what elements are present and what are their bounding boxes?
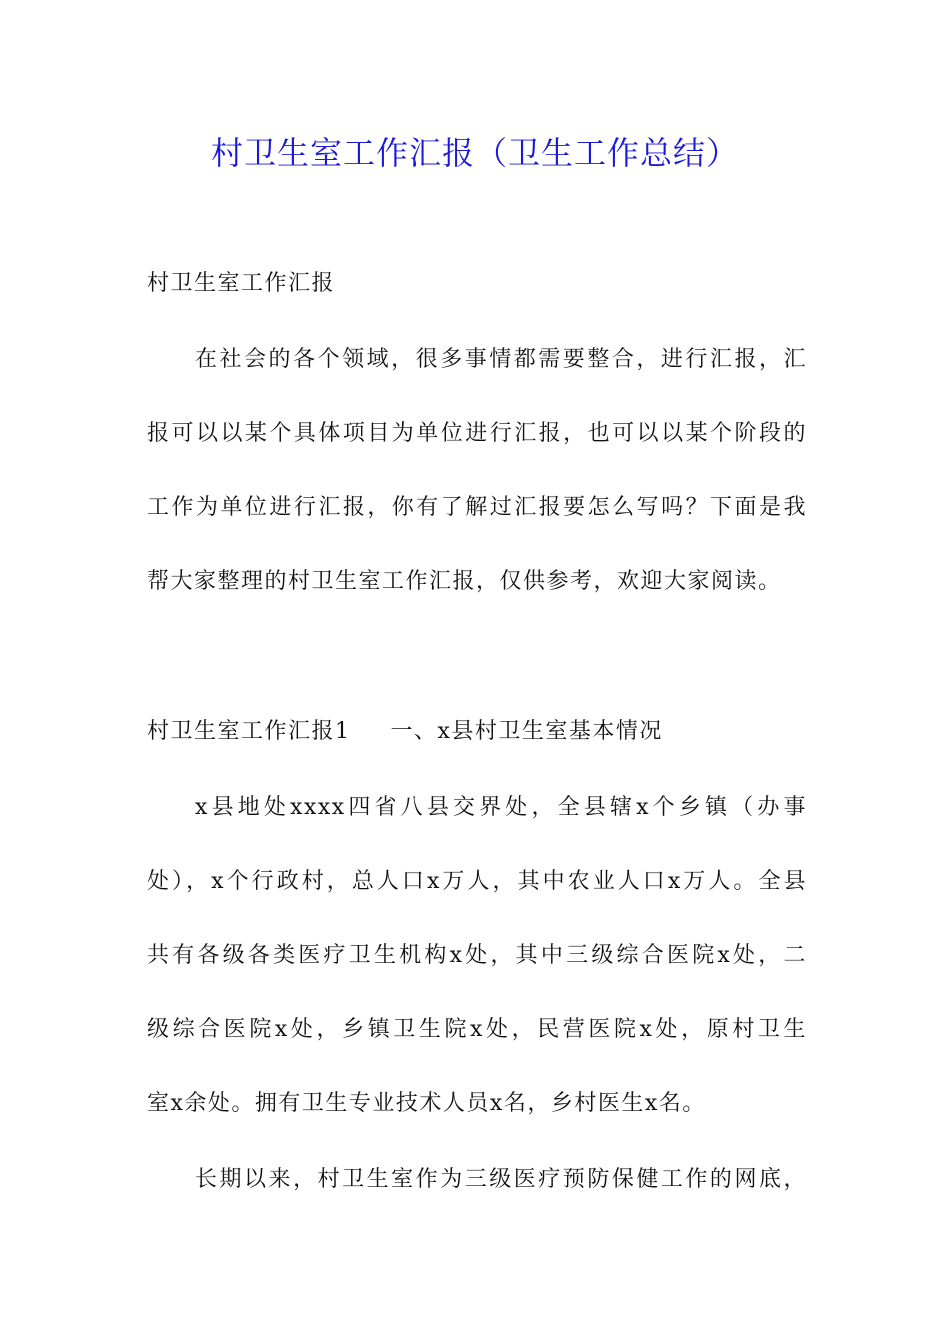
subtitle: 村卫生室工作汇报: [147, 271, 336, 296]
intro-line-3: 工作为单位进行汇报，你有了解过汇报要怎么写吗？下面是我: [147, 495, 807, 520]
para2-line-1: 长期以来，村卫生室作为三级医疗预防保健工作的网底，: [195, 1167, 807, 1192]
section-label: 村卫生室工作汇报1: [147, 719, 351, 744]
section-heading: 一、x县村卫生室基本情况: [390, 719, 663, 744]
para1-line-2: 处），x个行政村，总人口x万人，其中农业人口x万人。全县: [147, 869, 807, 894]
intro-line-1: 在社会的各个领域，很多事情都需要整合，进行汇报，汇: [195, 347, 807, 372]
intro-line-2: 报可以以某个具体项目为单位进行汇报，也可以以某个阶段的: [147, 421, 807, 446]
document-title: 村卫生室工作汇报（卫生工作总结）: [210, 134, 739, 172]
para1-line-3: 共有各级各类医疗卫生机构x处，其中三级综合医院x处，二: [147, 943, 807, 968]
para1-line-5: 室x余处。拥有卫生专业技术人员x名，乡村医生x名。: [147, 1091, 706, 1116]
section-header-line: [147, 712, 807, 752]
para1-line-1: x县地处xxxx四省八县交界处，全县辖x个乡镇（办事: [195, 795, 807, 820]
intro-line-4: 帮大家整理的村卫生室工作汇报，仅供参考，欢迎大家阅读。: [147, 569, 782, 594]
para1-line-4: 级综合医院x处，乡镇卫生院x处，民营医院x处，原村卫生: [147, 1017, 807, 1042]
